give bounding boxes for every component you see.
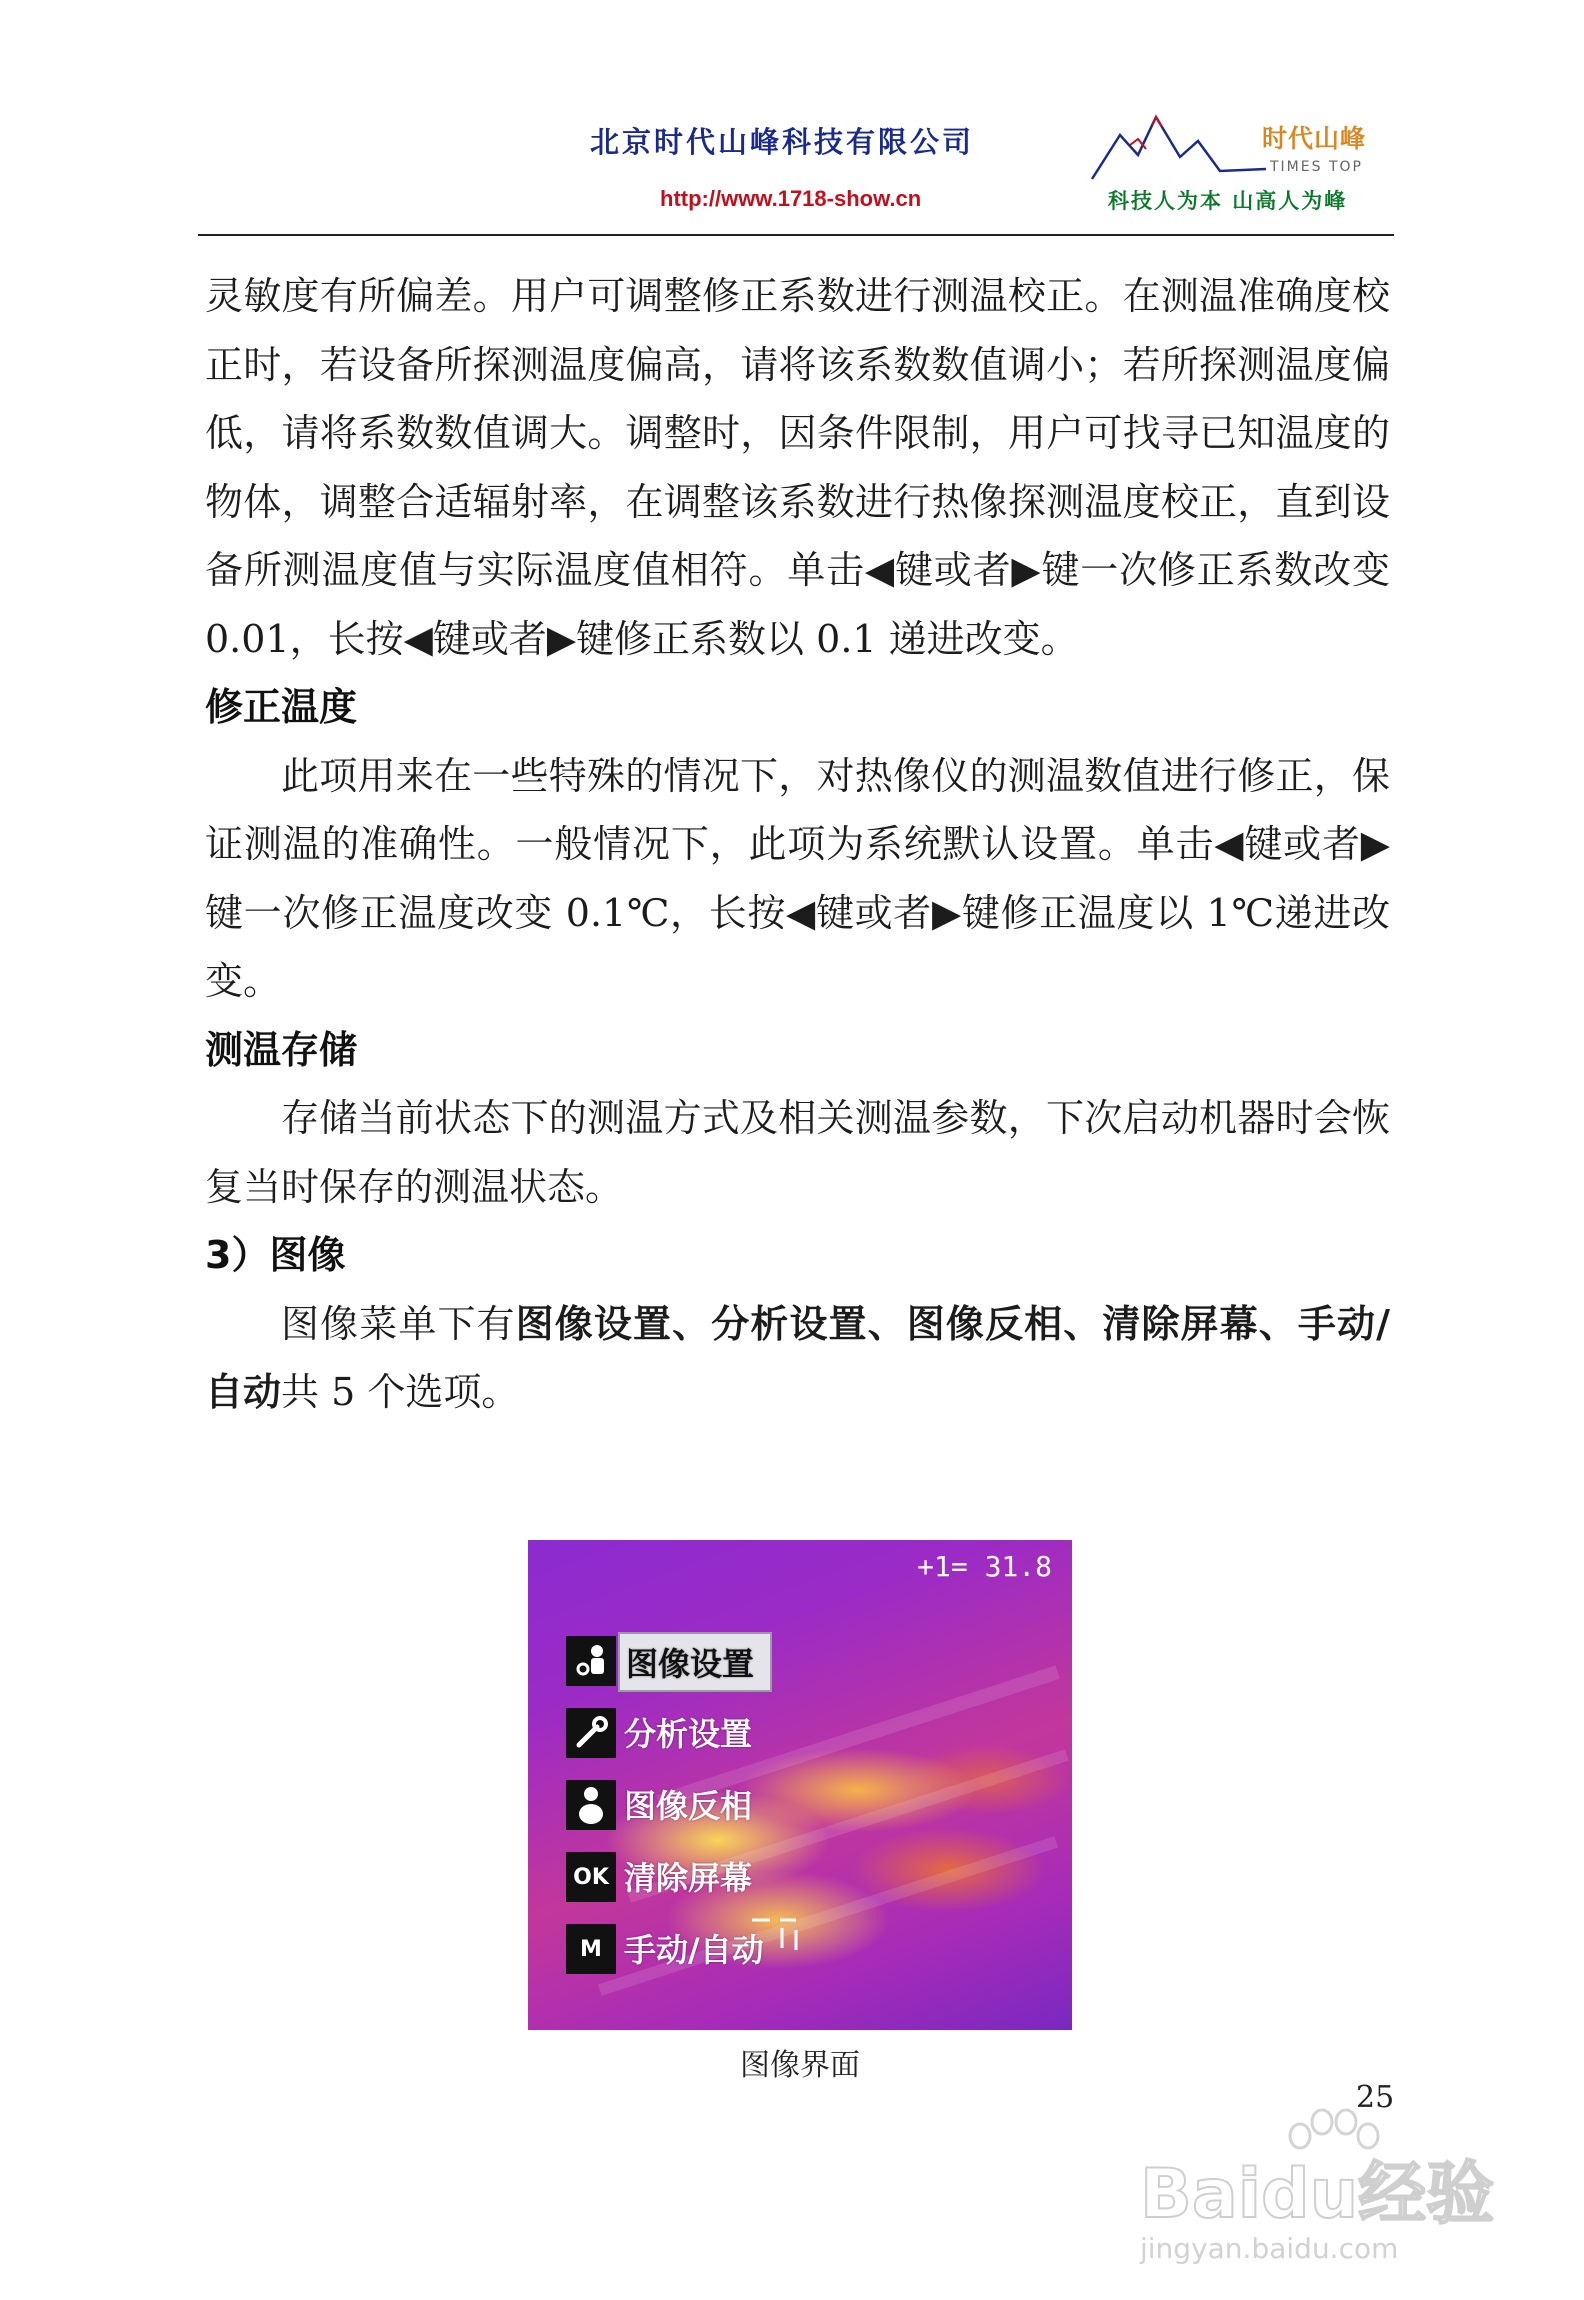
document-body [205,262,1390,1427]
image-menu-intro: 图像菜单下有 [281,1301,516,1346]
figure-caption: 图像界面 [740,2048,860,2083]
menu-label: 图像反相 [624,1787,753,1825]
heading-image-section: 3）图像 [205,1233,346,1277]
logo-slogan: 科技人为本 山高人为峰 [1108,188,1348,213]
image-menu-count: 共 5 个选项。 [281,1370,520,1414]
wrench-icon [566,1708,616,1758]
paragraph-calibration: 灵敏度有所偏差。用户可调整修正系数进行测温校正。在测温准确度校正时，若设备所探测温度偏高，请将该系数数值调小；若所探测温度偏低，请将系数数值调大。调整时，因条件限制，用户可找寻已知温度的物体，调整合适辐射率，在调整该系数进行热像探测温度校正，直到设备所测温度值与实际温度值相符。单击◀键或者▶键一次修正系数改变 0.01，长按◀键或者▶键修正系数以 0.1 递进改变。 [205,274,1390,661]
menu-label: 手动/自动 [624,1931,764,1969]
menu-label: 清除屏幕 [624,1859,753,1897]
menu-label: 图像设置 [626,1645,755,1683]
watermark-brand: Baidu经验 [1140,2155,1495,2234]
ok-icon: OK [566,1852,616,1902]
figure-icon [566,1780,616,1830]
crosshair-icon [752,1908,812,1968]
image-menu-options: 图像设置、分析设置、图像反相、清除屏幕、手动/自动 [205,1301,1390,1414]
header-divider [198,234,1394,236]
paragraph-correction-temperature: 此项用来在一些特殊的情况下，对热像仪的测温数值进行修正，保证测温的准确性。一般情况下，此项为系统默认设置。单击◀键或者▶键一次修正温度改变 0.1℃，长按◀键或者▶键修正温度以 1℃递进改变。 [205,753,1390,1003]
company-name: 北京时代山峰科技有限公司 [590,125,975,159]
temperature-readout: +1= 31.8 [917,1550,1052,1583]
thermal-image-menu-screenshot [528,1540,1072,2030]
company-url[interactable]: http://www.1718-show.cn [660,186,922,211]
heading-measurement-storage: 测温存储 [205,1027,358,1072]
heading-correction-temperature: 修正温度 [205,685,358,729]
image-settings-icon [566,1636,616,1686]
logo-name: 时代山峰 [1262,124,1367,153]
m-icon: M [566,1924,616,1974]
company-logo [1090,105,1390,225]
mountain-logo-icon [1090,105,1270,185]
watermark-domain: jingyan.baidu.com [1140,2232,1399,2265]
paragraph-image-menu [205,1290,1390,1427]
baidu-watermark [1120,2100,1520,2280]
paragraph-measurement-storage: 存储当前状态下的测温方式及相关测温参数，下次启动机器时会恢复当时保存的测温状态。 [205,1096,1390,1209]
page-number: 25 [1356,2080,1395,2115]
logo-english-name: TIMES TOP [1270,159,1363,175]
menu-label: 分析设置 [624,1715,753,1753]
